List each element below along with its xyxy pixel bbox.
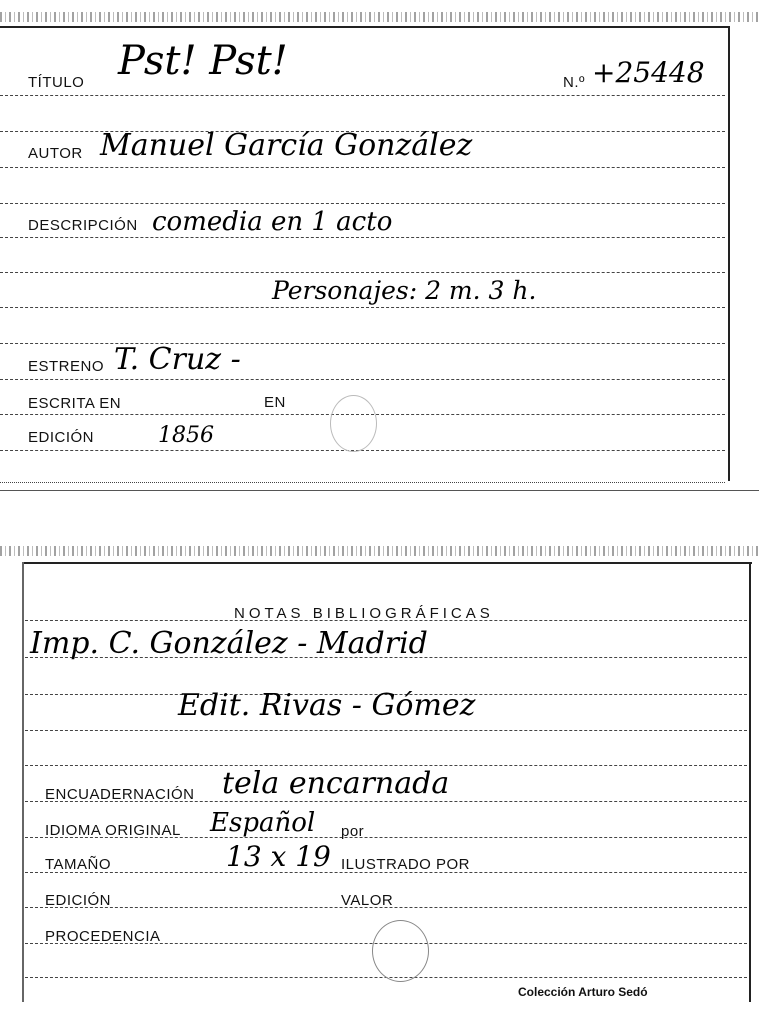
ruled-line (0, 237, 725, 238)
card-top-border (22, 562, 752, 564)
ruled-line (25, 730, 747, 731)
catalog-card-back (0, 540, 759, 1020)
notas-header: NOTAS BIBLIOGRÁFICAS (234, 605, 494, 622)
ruled-line (0, 272, 725, 273)
footer-collection: Colección Arturo Sedó (518, 985, 648, 999)
ilustrado-label: ILUSTRADO POR (341, 856, 471, 873)
catalog-card-front (0, 0, 759, 492)
estreno-value: T. Cruz - (114, 342, 241, 377)
numero-value: +25448 (592, 56, 705, 89)
note-line-1: Imp. C. González - Madrid (30, 626, 428, 661)
ruled-line (0, 95, 725, 96)
encuadernacion-value: tela encarnada (222, 766, 450, 801)
procedencia-label: PROCEDENCIA (45, 928, 161, 945)
idioma-label: IDIOMA ORIGINAL (45, 822, 181, 839)
en-label: EN (264, 394, 286, 411)
hole-punch-mark (330, 395, 377, 452)
ruled-line (0, 343, 725, 344)
ruled-line (0, 203, 725, 204)
card-right-border (728, 26, 730, 481)
ruled-line (0, 307, 725, 308)
descripcion-value: comedia en 1 acto (152, 207, 393, 237)
ruled-line (0, 379, 725, 380)
note-line-2: Edit. Rivas - Gómez (178, 688, 476, 723)
edicion-label: EDICIÓN (28, 429, 95, 446)
scan-noise-edge (0, 546, 759, 556)
card-top-border (0, 26, 730, 28)
ruled-line (0, 167, 725, 168)
valor-label: VALOR (341, 892, 394, 909)
edicion-value: 1856 (158, 423, 214, 448)
hole-punch-mark (372, 920, 429, 982)
tamano-value: 13 x 19 (226, 840, 331, 873)
titulo-value: Pst! Pst! (118, 38, 288, 84)
autor-value: Manuel García González (100, 128, 473, 163)
personajes-value: Personajes: 2 m. 3 h. (272, 276, 537, 305)
numero-label: N.º (563, 74, 585, 91)
tamano-label: TAMAÑO (45, 856, 112, 873)
edicion-label: EDICIÓN (45, 892, 112, 909)
idioma-value: Español (210, 808, 316, 838)
por-label: por (341, 823, 365, 840)
encuadernacion-label: ENCUADERNACIÓN (45, 786, 195, 803)
card-left-border (22, 562, 24, 1002)
estreno-label: ESTRENO (28, 358, 105, 375)
card-bottom-edge (0, 490, 759, 491)
ruled-line (0, 482, 725, 483)
card-right-border (749, 562, 751, 1002)
escrita-en-label: ESCRITA EN (28, 395, 122, 412)
descripcion-label: DESCRIPCIÓN (28, 217, 138, 234)
scan-noise-edge (0, 12, 759, 22)
ruled-line (0, 450, 725, 451)
autor-label: AUTOR (28, 145, 83, 162)
titulo-label: TÍTULO (28, 74, 85, 91)
